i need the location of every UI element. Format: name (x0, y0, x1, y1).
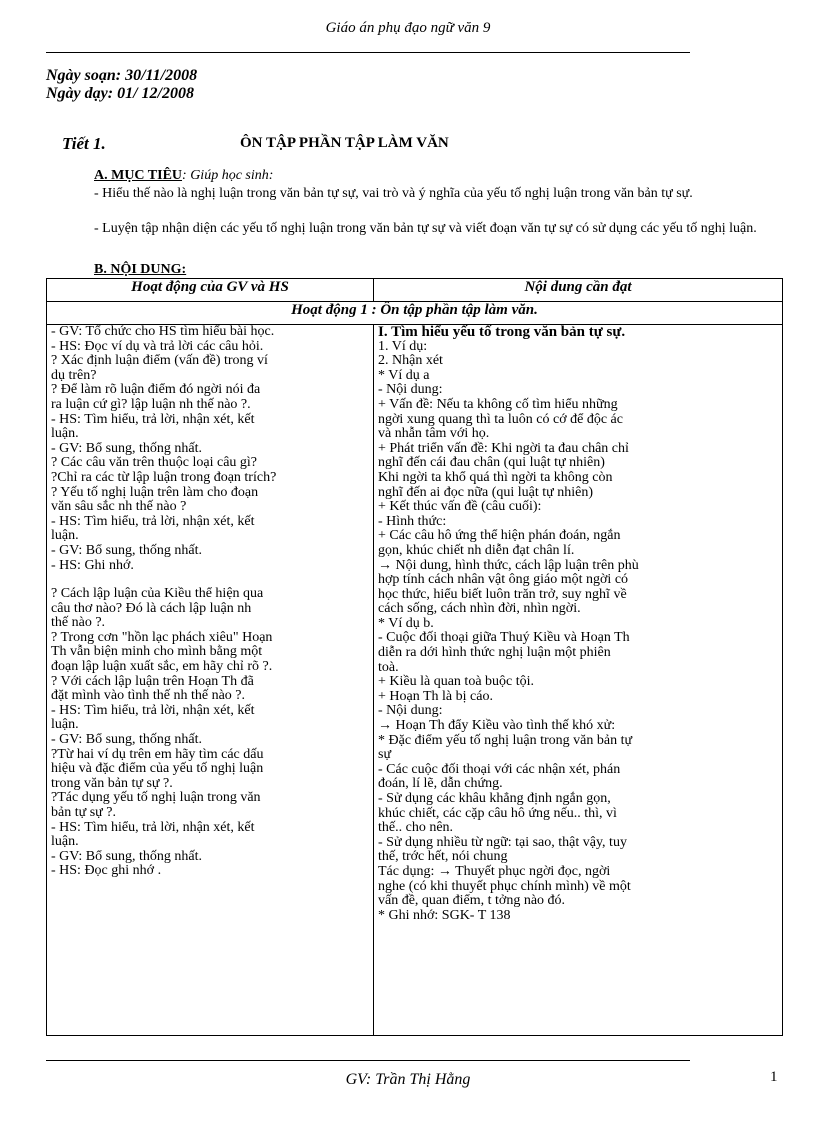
text-line: - GV: Tổ chức cho HS tìm hiểu bài học. (51, 324, 275, 339)
text-line: văn sâu sắc nh thế nào ? (51, 499, 187, 515)
text-line: + Vấn đề: Nếu ta không cố tìm hiểu những (378, 396, 618, 412)
text-line: luận. (51, 426, 79, 442)
text-line: - GV: Bổ sung, thống nhất. (51, 848, 203, 864)
text-line (51, 573, 369, 587)
text-line: nghĩ đến ai đọc nữa (qui luật tự nhiên) (378, 484, 594, 500)
text-line: sự (378, 747, 392, 763)
header-rule (46, 52, 690, 53)
text-line: ngời xung quang thì ta luôn có cớ để độc ác (378, 411, 623, 427)
section-a-heading-line (94, 168, 273, 184)
lesson-number: Tiết 1. (62, 134, 106, 153)
text-line: - HS: Tìm hiểu, trả lời, nhận xét, kết (51, 411, 255, 427)
section-a-paragraph-2: - Luyện tập nhận diện các yếu tố nghị luận trong văn bản tự sự và viết đoạn văn tự sự có sử dụng các yếu tố nghị luận. (94, 221, 757, 236)
text-line: + Kết thúc vấn đề (câu cuối): (378, 499, 542, 515)
text-line: * Ghi nhớ: SGK- T 138 (378, 907, 511, 923)
text-line: ?Tác dụng yếu tố nghị luận trong văn (51, 790, 261, 806)
text-line: ? Các câu văn trên thuộc loại câu gì? (51, 455, 258, 471)
text-line: ra luận cứ gì? lập luận nh thế nào ?. (51, 396, 251, 412)
text-line: vấn đề, quan điểm, t tởng nào đó. (378, 893, 566, 909)
text-line: hiệu và đặc điểm của yếu tố nghị luận (51, 761, 264, 777)
text-line: ? Trong cơn "hồn lạc phách xiêu" Hoạn (51, 629, 273, 645)
activities-cell (47, 325, 374, 1036)
text-line: - GV: Bổ sung, thống nhất. (51, 732, 203, 748)
text-line: - Sử dụng các khâu khẳng định ngắn gọn, (378, 791, 611, 806)
page-number: 1 (770, 1069, 778, 1085)
table-header-row (47, 279, 783, 302)
text-line: nghĩ đến cái đau chân (qui luật tự nhiên) (378, 455, 605, 471)
text-line: + Hoạn Th là bị cáo. (378, 688, 493, 704)
dates-block (46, 67, 197, 103)
text-line: thế nào ?. (51, 615, 106, 631)
text-line: trong văn bản tự sự ?. (51, 775, 173, 791)
activity-row (47, 302, 783, 325)
text-line: và nhẫn tâm với họ. (378, 426, 490, 442)
activity-title: Hoạt động 1 : Ôn tập phần tập làm văn. (47, 302, 783, 325)
text-line: - HS: Ghi nhớ. (51, 557, 134, 573)
text-line: Khi ngời ta khổ quá thì ngời ta không còn (378, 469, 613, 485)
section-a-heading: A. MỤC TIÊU (94, 168, 183, 183)
section-a-sub: : Giúp học sinh: (182, 168, 274, 183)
text-line: * Ví dụ b. (378, 615, 434, 631)
text-line: - HS: Tìm hiểu, trả lời, nhận xét, kết (51, 702, 255, 718)
content-row (47, 325, 783, 1036)
text-line: ? Xác định luận điểm (vấn đề) trong ví (51, 353, 268, 369)
text-line: - Sử dụng nhiều từ ngữ: tại sao, thật vậy, tuy (378, 834, 627, 850)
text-line: - Cuộc đối thoại giữa Thuý Kiều và Hoạn Th (378, 630, 630, 646)
text-line: + Kiều là quan toà buộc tội. (378, 674, 535, 690)
text-line: → Hoạn Th đẩy Kiều vào tình thế khó xử: (378, 718, 616, 734)
text-line: - Các cuộc đối thoại với các nhận xét, phán (378, 761, 621, 777)
text-line: - Hình thức: (378, 513, 447, 529)
text-line: hợp tính cách nhân vật ông giáo một ngời có (378, 572, 629, 588)
text-line: nghe (có khi thuyết phục chính mình) về một (378, 878, 631, 894)
text-line: cách sống, cách nhìn đời, nhìn ngời. (378, 601, 581, 617)
teach-date: Ngày dạy: 01/ 12/2008 (46, 85, 194, 102)
text-line: - HS: Tìm hiểu, trả lời, nhận xét, kết (51, 513, 255, 529)
text-line: ?Từ hai ví dụ trên em hãy tìm các dấu (51, 746, 264, 762)
text-line: - HS: Tìm hiểu, trả lời, nhận xét, kết (51, 819, 255, 835)
text-line: + Phát triển vấn đề: Khi ngời ta đau chân chỉ (378, 440, 629, 456)
text-line: thế.. cho nên. (378, 820, 454, 836)
footer-teacher: GV: Trần Thị Hằng (345, 1071, 471, 1088)
text-line: - Nội dung: (378, 382, 443, 398)
text-line: + Các câu hô ứng thể hiện phán đoán, ngắn (378, 528, 621, 544)
text-line: - HS: Đọc ghi nhớ . (51, 863, 162, 879)
text-line: khúc chiết, các cặp câu hô ứng nếu.. thì, vì (378, 805, 617, 821)
text-line: đoán, lí lẽ, dẫn chứng. (378, 776, 503, 792)
text-line: luận. (51, 717, 79, 733)
text-line: - Nội dung: (378, 703, 443, 719)
content-list (378, 340, 778, 924)
text-line: - HS: Đọc ví dụ và trả lời các câu hỏi. (51, 338, 264, 354)
text-line: → Nội dung, hình thức, cách lập luận trên phù (378, 557, 639, 573)
text-line: ? Để làm rõ luận điểm đó ngời nói đa (51, 382, 261, 398)
text-line: ? Yếu tố nghị luận trên làm cho đoạn (51, 484, 259, 500)
text-line: luận. (51, 834, 79, 850)
footer-rule (46, 1060, 690, 1061)
section-b-heading: B. NỘI DUNG: (94, 262, 187, 277)
text-line: ? Cách lập luận của Kiều thể hiện qua (51, 586, 264, 602)
text-line: - GV: Bổ sung, thống nhất. (51, 542, 203, 558)
column-header-activities: Hoạt động của GV và HS (47, 279, 374, 302)
text-line: đặt mình vào tình thế nh thế nào ?. (51, 688, 246, 704)
text-line: đoạn lập luận xuất sắc, em hãy chỉ rõ ?. (51, 659, 273, 675)
text-line: học thức, hiểu biết luôn trăn trở, suy nghĩ về (378, 586, 627, 602)
activities-list (51, 325, 369, 879)
prep-date: Ngày soạn: 30/11/2008 (46, 67, 198, 84)
content-cell (374, 325, 783, 1036)
text-line: ?Chỉ ra các từ lập luận trong đoạn trích? (51, 469, 277, 485)
lesson-title: ÔN TẬP PHẦN TẬP LÀM VĂN (240, 135, 449, 151)
text-line: toà. (378, 659, 399, 675)
text-line: thế, trớc hết, nói chung (378, 849, 508, 865)
text-line: dụ trên? (51, 367, 97, 383)
text-line: - GV: Bổ sung, thống nhất. (51, 440, 203, 456)
text-line: diễn ra dới hình thức nghị luận một phiên (378, 645, 611, 661)
content-heading: I. Tìm hiểu yếu tố trong văn bản tự sự. (378, 324, 626, 340)
text-line: câu thơ nào? Đó là cách lập luận nh (51, 600, 252, 616)
header-title: Giáo án phụ đạo ngữ văn 9 (325, 20, 491, 36)
lesson-table (46, 278, 783, 1036)
text-line: Tác dụng: → Thuyết phục ngời đọc, ngời (378, 863, 611, 879)
column-header-content: Nội dung cần đạt (374, 279, 783, 302)
text-line: 2. Nhận xét (378, 353, 443, 369)
text-line: bản tự sự ?. (51, 805, 116, 820)
text-line: ? Với cách lập luận trên Hoạn Th đã (51, 673, 254, 689)
text-line: * Ví dụ a (378, 367, 430, 383)
text-line: * Đặc điểm yếu tố nghị luận trong văn bản tự (378, 732, 633, 748)
section-a-paragraph-1: - Hiểu thế nào là nghị luận trong văn bản tự sự, vai trò và ý nghĩa của yếu tố nghị luận trong văn bản tự sự. (94, 186, 693, 201)
text-line: 1. Ví dụ: (378, 338, 428, 354)
text-line: luận. (51, 528, 79, 544)
text-line: Th vẫn biện minh cho mình bằng một (51, 644, 263, 660)
text-line: gọn, khúc chiết nh diễn đạt chân lí. (378, 542, 575, 558)
